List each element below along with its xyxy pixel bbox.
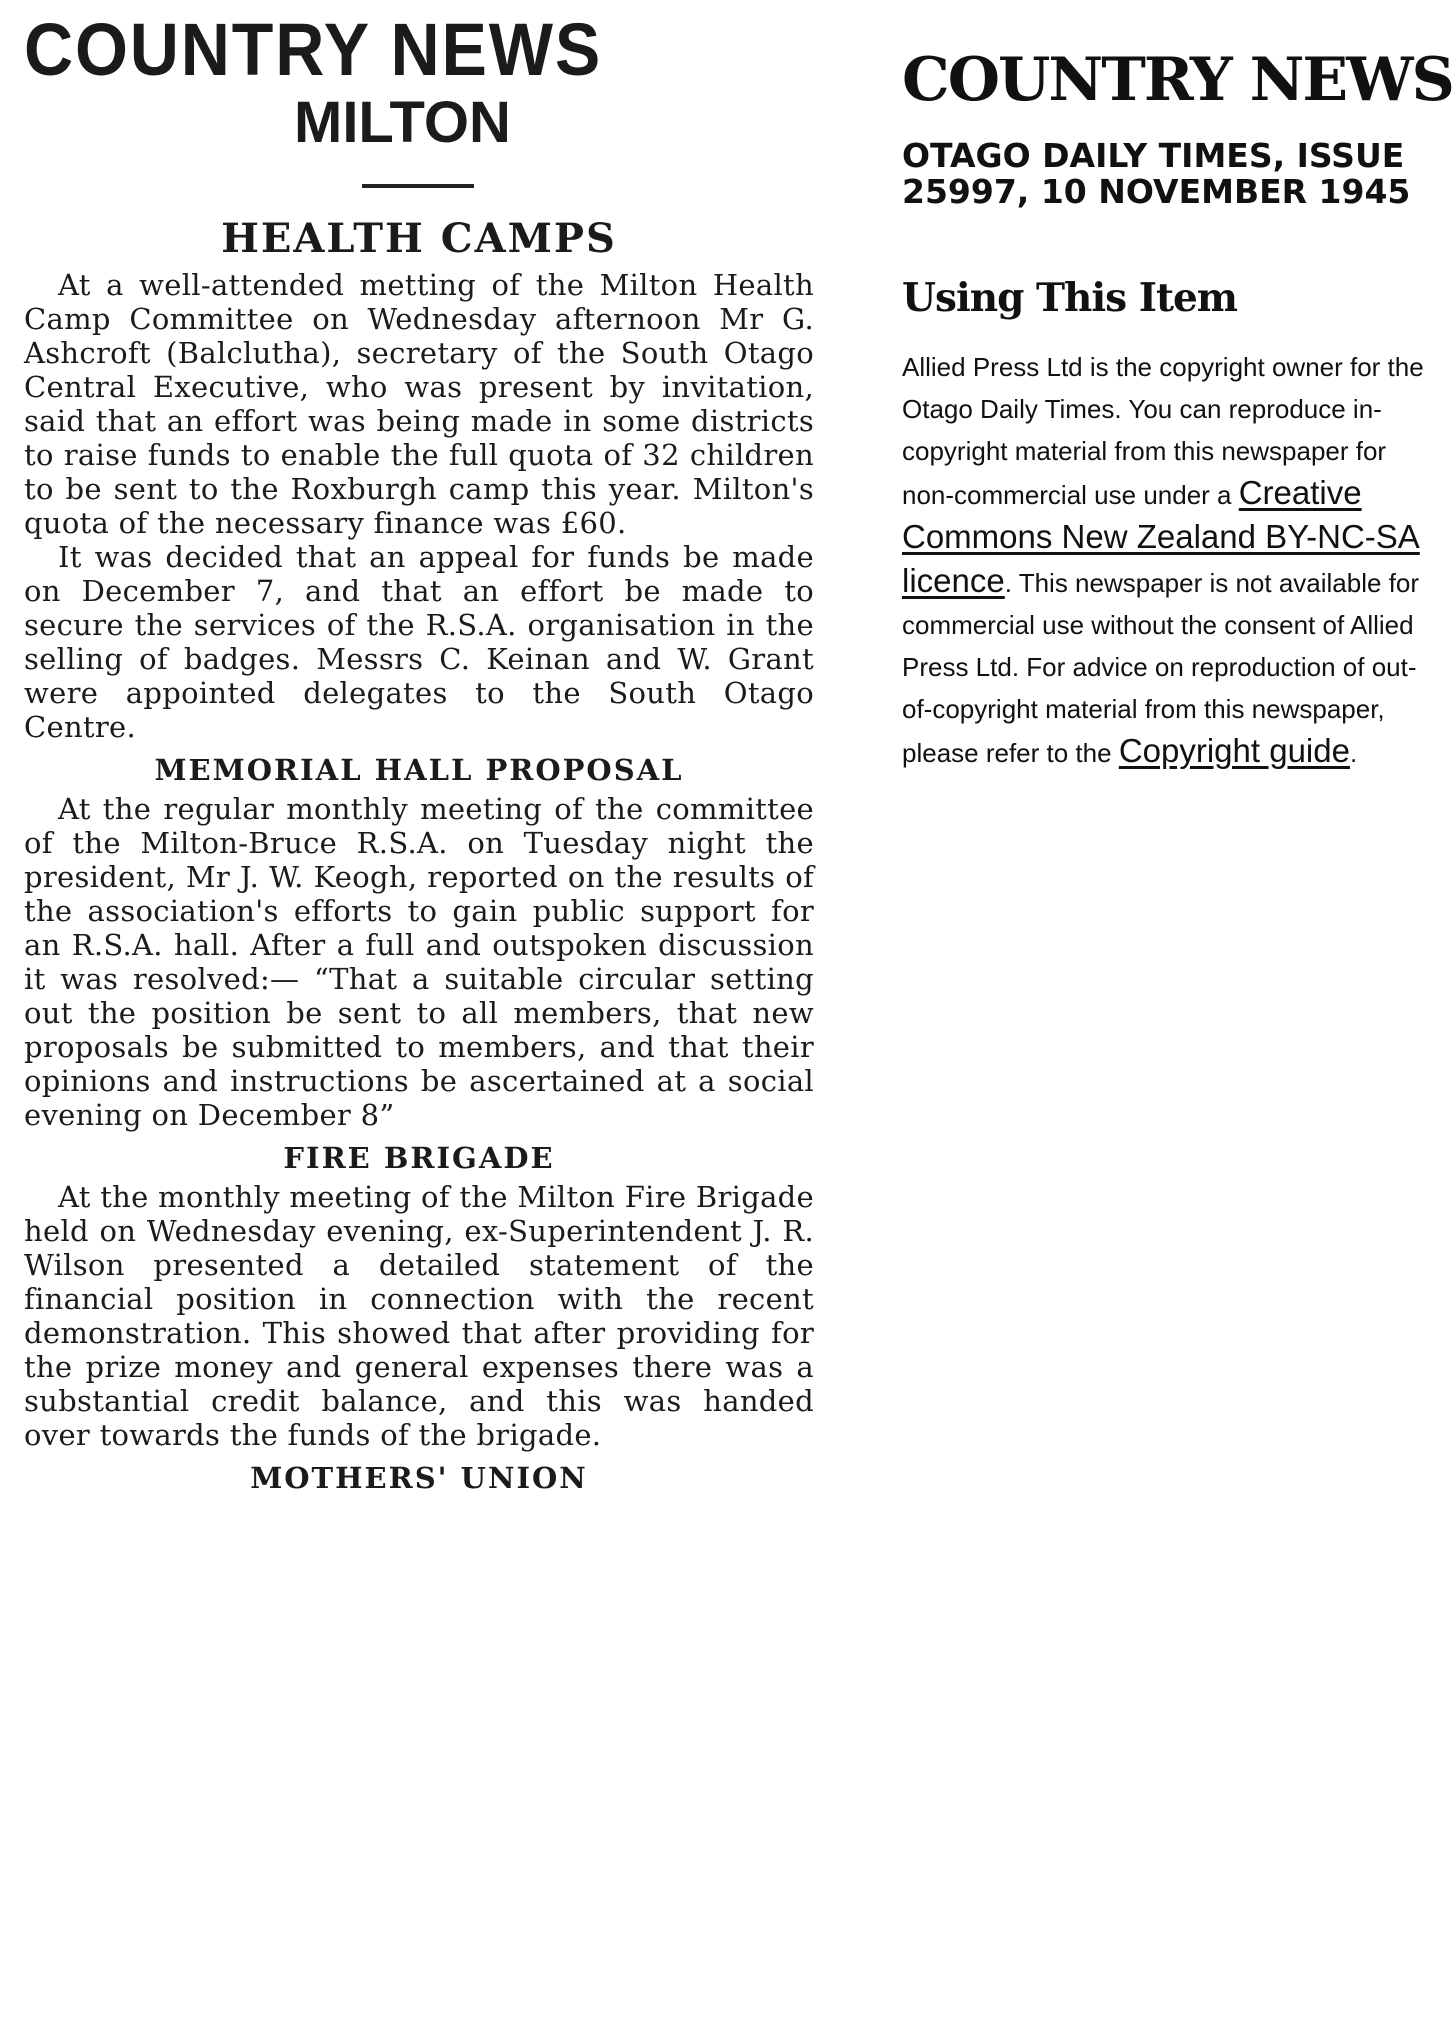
page-title: COUNTRY NEWS [902,45,1453,115]
section-heading-memorial-hall: MEMORIAL HALL PROPOSAL [154,753,684,787]
item-info-panel [902,45,1453,774]
copyright-text: . [1349,738,1358,768]
article-paragraph: At a well-attended metting of the Milton Health Camp Committee on Wednesday afternoon Mr G. Ashcroft (Balclutha), secretary of the South Otago Central Executive, who was present by invitation, said that an effort was being made in some districts to raise funds to enable the full quota of 32 children to be sent to the Roxburgh camp this year. Milton's quota of the necessary finance was £60. [24,268,814,540]
copyright-notice [902,346,1438,774]
using-this-item-heading: Using This Item [902,275,1238,321]
clipping-place: MILTON [294,90,511,155]
clipping-masthead: COUNTRY NEWS [24,8,603,91]
section-heading-fire-brigade: FIRE BRIGADE [283,1141,555,1175]
article-paragraph: It was decided that an appeal for funds be made on December 7, and that an effort be made to secure the services of the R.S.A. organisation in the selling of badges. Messrs C. Keinan and W. Grant were appointed delegates to the South Otago Centre. [24,540,814,744]
issue-subtitle: OTAGO DAILY TIMES, ISSUE 25997, 10 NOVEMBER 1945 [902,136,1411,211]
clipping-divider [362,184,474,188]
section-heading-health-camps: HEALTH CAMPS [221,215,617,262]
copyright-guide-link[interactable]: Copyright guide [1118,732,1350,769]
copyright-text: Allied Press Ltd is the copyright owner for the Otago Daily Times. You can reproduce in-copyright material from this newspaper for non-commercial use under a [902,352,1424,510]
licence-link[interactable]: Creative Commons New Zealand BY-NC-SA licence [902,474,1420,599]
section-heading-mothers-union: MOTHERS' UNION [250,1461,588,1495]
newspaper-clipping [24,10,814,1500]
article-paragraph: At the regular monthly meeting of the committee of the Milton-Bruce R.S.A. on Tuesday night the president, Mr J. W. Keogh, reported on the results of the association's efforts to gain public support for an R.S.A. hall. After a full and outspoken discussion it was resolved:— “That a suitable circular setting out the position be sent to all members, that new proposals be submitted to members, and that their opinions and instructions be ascertained at a social evening on December 8” [24,792,814,1132]
copyright-text: . This newspaper is not available for commercial use without the consent of Allied Press Ltd. For advice on reproduction of out-of-copyright material from this newspaper, please refer to the [902,568,1420,768]
article-paragraph: At the monthly meeting of the Milton Fire Brigade held on Wednesday evening, ex-Superintendent J. R. Wilson presented a detailed statement of the financial position in connection with the recent demonstration. This showed that after providing for the prize money and general expenses there was a substantial credit balance, and this was handed over towards the funds of the brigade. [24,1180,814,1452]
